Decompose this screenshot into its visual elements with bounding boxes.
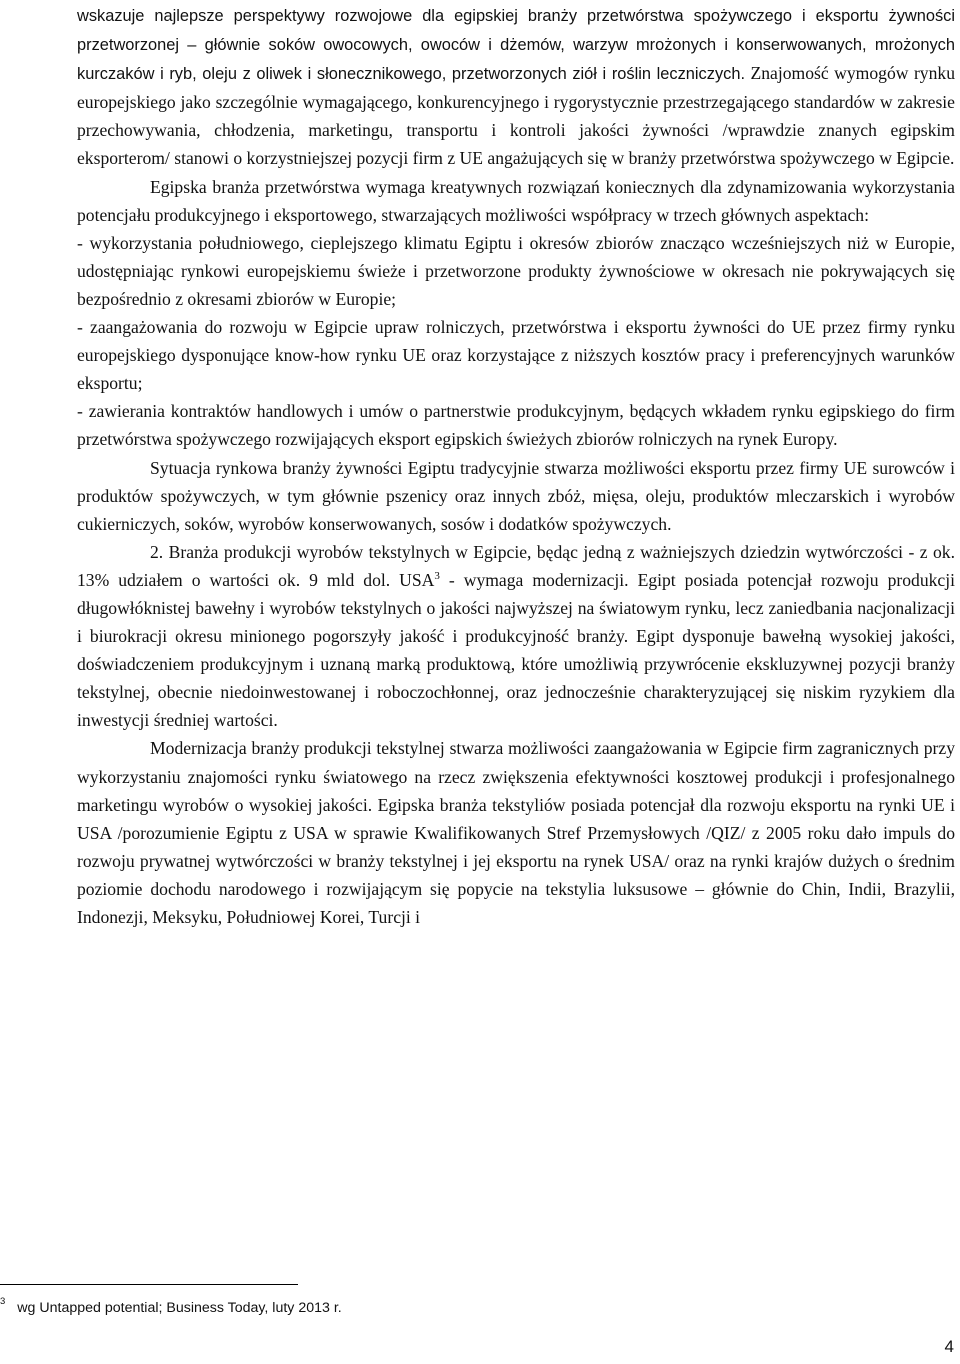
footnote-number: 3 — [0, 1296, 6, 1307]
document-body — [77, 1, 955, 931]
footnote-separator — [0, 1284, 298, 1285]
footnote-text: wg Untapped potential; Business Today, luty 2013 r. — [17, 1300, 342, 1316]
list-item-2: - zaangażowania do rozwoju w Egipcie upraw rolniczych, przetwórstwa i eksportu żywności do UE przez firmy rynku europejskiego dysponujące know-how rynku UE oraz korzystające z niższych kosztów pracy i preferencyjnych warunków eksportu; — [77, 317, 955, 394]
footnote — [0, 1293, 800, 1323]
footnote-reference[interactable]: 3 — [434, 569, 440, 582]
paragraph-1-continuation: Znajomość wymogów rynku europejskiego jako szczególnie wymagającego, konkurencyjnego i rygorystycznie przestrzegającego standardów w zakresie przechowywania, chłodzenia, marketingu, transportu i kontroli jakości żywności /wprawdzie znanych egipskim eksporterom/ stanowi o korzystniejszej pozycji firm z UE angażujących się w branży przetwórstwa spożywczego w Egipcie. — [77, 63, 955, 169]
list-item-1: - wykorzystania południowego, cieplejszego klimatu Egiptu i okresów zbiorów znacząco wcześniejszych niż w Europie, udostępniając rynkowi europejskiemu świeże i przetworzone produkty żywnościowe w okresach nie pokrywających się bezpośrednio z okresami zbiorów w Europie; — [77, 232, 955, 309]
paragraph-5: Modernizacja branży produkcji tekstylnej stwarza możliwości zaangażowania w Egipcie firm zagranicznych przy wykorzystaniu znajomości rynku światowego na rzecz zwiększenia efektywności kosztowej produkcji i profesjonalnego marketingu wyrobów o wysokiej jakości. Egipska branża tekstyliów posiada potencjał dla rozwoju eksportu na rynki UE i USA /porozumienie Egiptu z USA w sprawie Kwalifikowanych Stref Przemysłowych /QIZ/ z 2005 roku dało impuls do rozwoju prywatnej wytwórczości w branży tekstylnej i jej eksportu na rynek USA/ oraz na rynki krajów dużych o średnim poziomie dochodu narodowego i rozwijającym się popycie na tekstylia luksusowe – głównie do Chin, Indii, Brazylii, Indonezji, Meksyku, Południowej Korei, Turcji i — [77, 738, 955, 927]
paragraph-4-text-before: 2. Branża produkcji wyrobów tekstylnych w Egipcie, będąc jedną z ważniejszych dziedzin wytwórczości - z ok. 13% udziałem o wartości ok. 9 mld dol. USA — [77, 541, 955, 590]
paragraph-1-text: wskazuje najlepsze perspektywy rozwojowe dla egipskiej branży przetwórstwa spożywczego i eksportu żywności przetworzonej – głównie soków owocowych, owoców i dżemów, warzyw mrożonych i konserwowanych, mrożonych kurczaków i ryb, oleju z oliwek i słonecznikowego, przetworzonych ziół i roślin leczniczych. — [77, 7, 955, 84]
paragraph-1 — [77, 1, 955, 173]
page-number: 4 — [944, 1337, 954, 1356]
list-item-3: - zawierania kontraktów handlowych i umów o partnerstwie produkcyjnym, będących wkładem rynku egipskiego do firm przetwórstwa spożywczego rozwijających eksport egipskich świeżych zbiorów rolniczych na rynek Europy. — [77, 401, 955, 450]
paragraph-3: Sytuacja rynkowa branży żywności Egiptu tradycyjnie stwarza możliwości eksportu przez firmy UE surowców i produktów spożywczych, w tym głównie pszenicy oraz innych zbóż, mięsa, oleju, produktów mleczarskich i wyrobów cukierniczych, soków, wyrobów konserwowanych, sosów i dodatków spożywczych. — [77, 457, 955, 534]
paragraph-4-text-after: - wymaga modernizacji. Egipt posiada potencjał rozwoju produkcji długowłóknistej bawełny i wyrobów tekstylnych o jakości najwyższej na światowym rynku, lecz zaniedbania nacjonalizacji i biurokracji okresu minionego pogorszyły jakość i produkcyjność branży. Egipt dysponuje bawełną wysokiej jakości, doświadczeniem produkcyjnym i uznaną marką produktową, które umożliwią przywrócenie ekskluzywnej pozycji branży tekstylnej, obecnie niedoinwestowanej i roboczochłonnej, oraz jednocześnie charakteryzującej się niskim ryzykiem dla inwestycji średniej wartości. — [77, 569, 955, 731]
paragraph-2: Egipska branża przetwórstwa wymaga kreatywnych rozwiązań koniecznych dla zdynamizowania wykorzystania potencjału produkcyjnego i eksportowego, stwarzających możliwości współpracy w trzech głównych aspektach: — [77, 176, 955, 225]
paragraph-4 — [77, 538, 955, 735]
